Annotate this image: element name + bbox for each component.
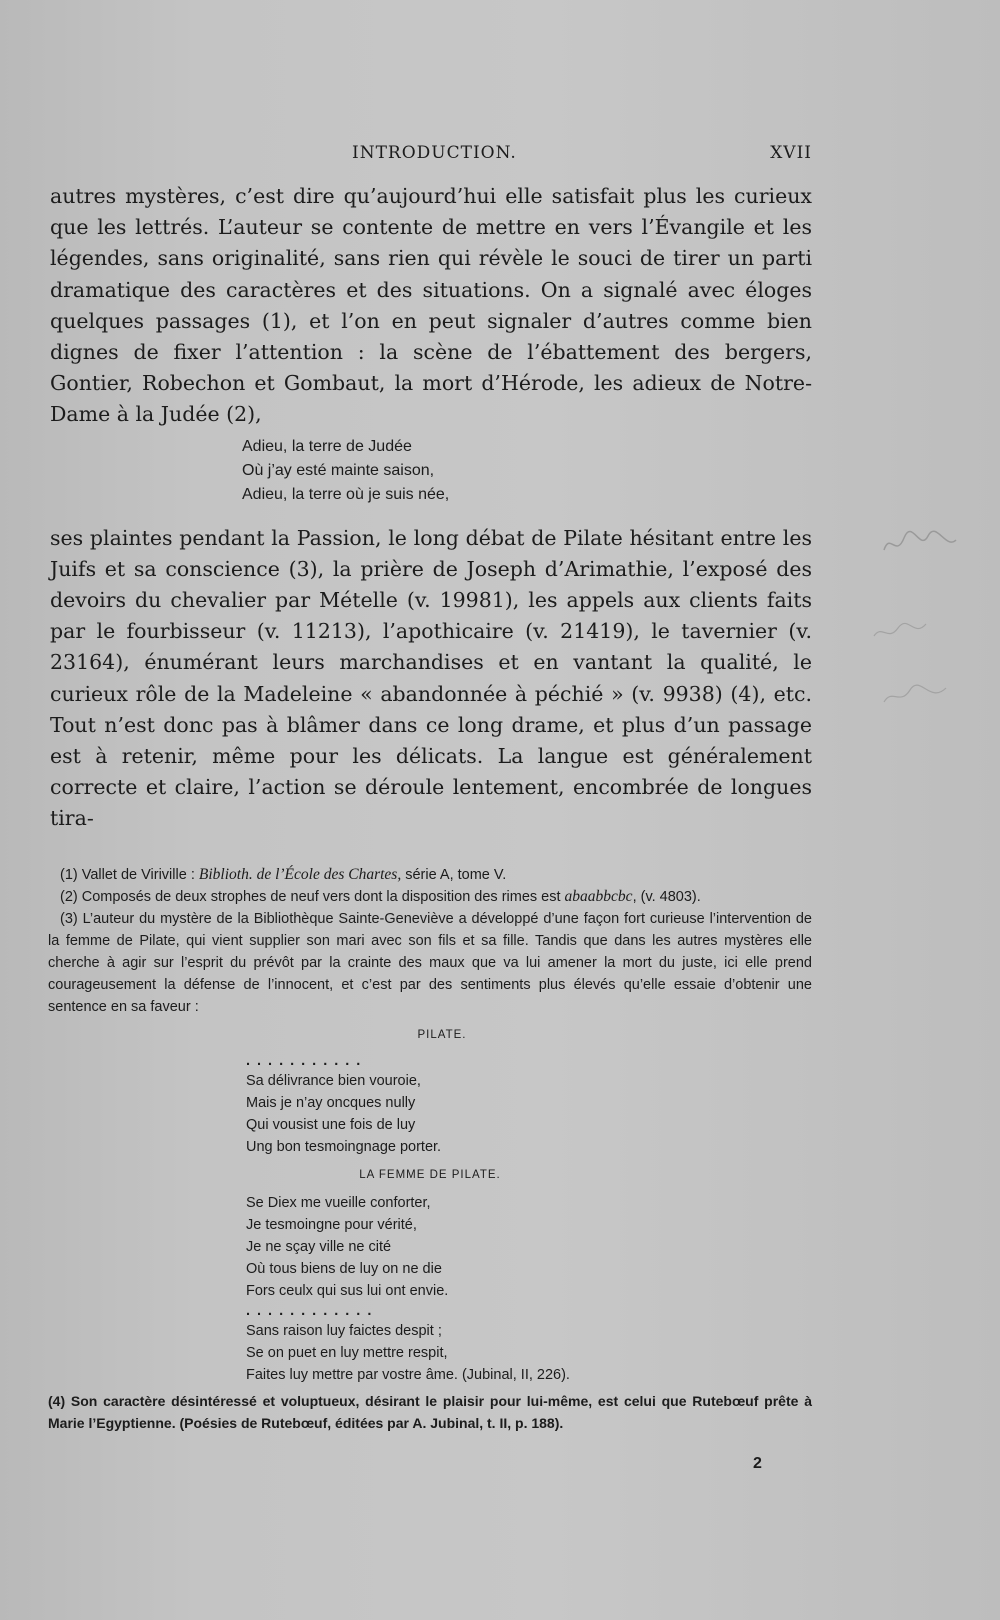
signature-mark: 2 xyxy=(753,1455,762,1472)
speaker-name: LA FEMME DE PILATE. xyxy=(359,1169,501,1181)
footnote-4: (4) Son caractère désintéressé et voluptueux, désirant le plaisir pour lui-même, est celui que Rutebœuf prête à Marie l’Egyptienne. (Poésies de Rutebœuf, éditées par A. Jubinal, t. II, p. 188). xyxy=(48,1393,812,1431)
verse-line: Adieu, la terre de Judée xyxy=(242,437,412,455)
verse-line: Où j’ay esté mainte saison, xyxy=(242,461,435,479)
verse-line: Je tesmoingne pour vérité, xyxy=(246,1217,417,1233)
pencil-scribble-icon xyxy=(870,618,930,644)
margin-pencil-mark xyxy=(880,682,950,714)
pencil-scribble-icon xyxy=(880,528,960,558)
verse-line: Ung bon tesmoingnage porter. xyxy=(246,1139,442,1155)
verse-line: Mais je n’ay oncques nully xyxy=(246,1095,416,1111)
pencil-scribble-icon xyxy=(880,682,950,708)
page-header xyxy=(52,143,812,169)
ellipsis-dots: ............ xyxy=(246,1303,379,1319)
footnote-3: (3) L’auteur du mystère de la Bibliothèque Sainte-Geneviève a développé d’une façon fort curieuse l’intervention de la femme de Pilate, qui vient supplier son mari avec son fils et sa fille. Tandis que dans les autres mystères elle cherche à agir sur l’esprit du prévôt par la crainte des maux que va lui amener la mort du juste, ici elle prend courageusement la défense de l’innocent, et c’est par des sentiments plus élevés qu’elle essaie d’obtenir une sentence en sa faveur : xyxy=(48,911,812,1015)
verse-line: Où tous biens de luy on ne die xyxy=(246,1261,442,1277)
footnote-verse xyxy=(246,1070,812,1158)
verse-line: Fors ceulx qui sus lui ont envie. xyxy=(246,1283,449,1299)
footnote-1: (1) Vallet de Viriville : Biblioth. de l’École des Chartes, série A, tome V. xyxy=(60,866,507,883)
page-number: XVII xyxy=(770,143,812,163)
margin-pencil-mark xyxy=(870,618,930,650)
margin-pencil-mark xyxy=(880,528,960,564)
ellipsis-dots: ........... xyxy=(246,1053,368,1069)
paragraph-1: autres mystères, c’est dire qu’aujourd’hui elle satisfait plus les curieux que les lettrés. L’auteur se contente de mettre en vers l’Évangile et les légendes, sans originalité, sans rien qui révèle le souci de tirer un parti dramatique des caractères et des situations. On a signalé avec éloges quelques passages (1), et l’on en peut signaler d’autres comme bien dignes de fixer l’attention : la scène de l’ébattement des bergers, Gontier, Robechon et Gombaut, la mort d’Hérode, les adieux de Notre-Dame à la Judée (2), xyxy=(50,184,812,427)
speaker-name: PILATE. xyxy=(417,1029,467,1041)
main-text xyxy=(50,181,812,835)
verse-line: Faites luy mettre par vostre âme. (Jubinal, II, 226). xyxy=(246,1367,570,1383)
verse-line: Adieu, la terre où je suis née, xyxy=(242,485,450,503)
running-head: INTRODUCTION. xyxy=(352,143,517,163)
verse-line: Sans raison luy faictes despit ; xyxy=(246,1323,442,1339)
footnote-2: (2) Composés de deux strophes de neuf vers dont la disposition des rimes est abaabbcbc, (v. 4803). xyxy=(60,888,701,905)
verse-line: Se on puet en luy mettre respit, xyxy=(246,1345,448,1361)
verse-line: Sa délivrance bien vouroie, xyxy=(246,1073,421,1089)
paragraph-2: ses plaintes pendant la Passion, le long débat de Pilate hésitant entre les Juifs et sa conscience (3), la prière de Joseph d’Arimathie, l’exposé des devoirs du chevalier par Mételle (v. 19981), les appels aux clients faits par le fourbisseur (v. 11213), l’apothicaire (v. 21419), le tavernier (v. 23164), énumérant leurs marchandises et en vantant la qualité, le curieux rôle de la Madeleine « abandonnée à péchié » (v. 9938) (4), etc. Tout n’est donc pas à blâmer dans ce long drame, et plus d’un passage est à retenir, même pour les délicats. La langue est généralement correcte et claire, l’action se déroule lentement, encombrée de longues tira- xyxy=(50,525,812,831)
footnote-verse xyxy=(246,1320,812,1386)
footnote-verse xyxy=(246,1192,812,1302)
footnotes xyxy=(48,864,812,1434)
verse-line: Qui vousist une fois de luy xyxy=(246,1117,416,1133)
verse-line: Je ne sçay ville ne cité xyxy=(246,1239,392,1255)
verse-line: Se Diex me vueille conforter, xyxy=(246,1195,431,1211)
quoted-verse xyxy=(242,435,812,507)
